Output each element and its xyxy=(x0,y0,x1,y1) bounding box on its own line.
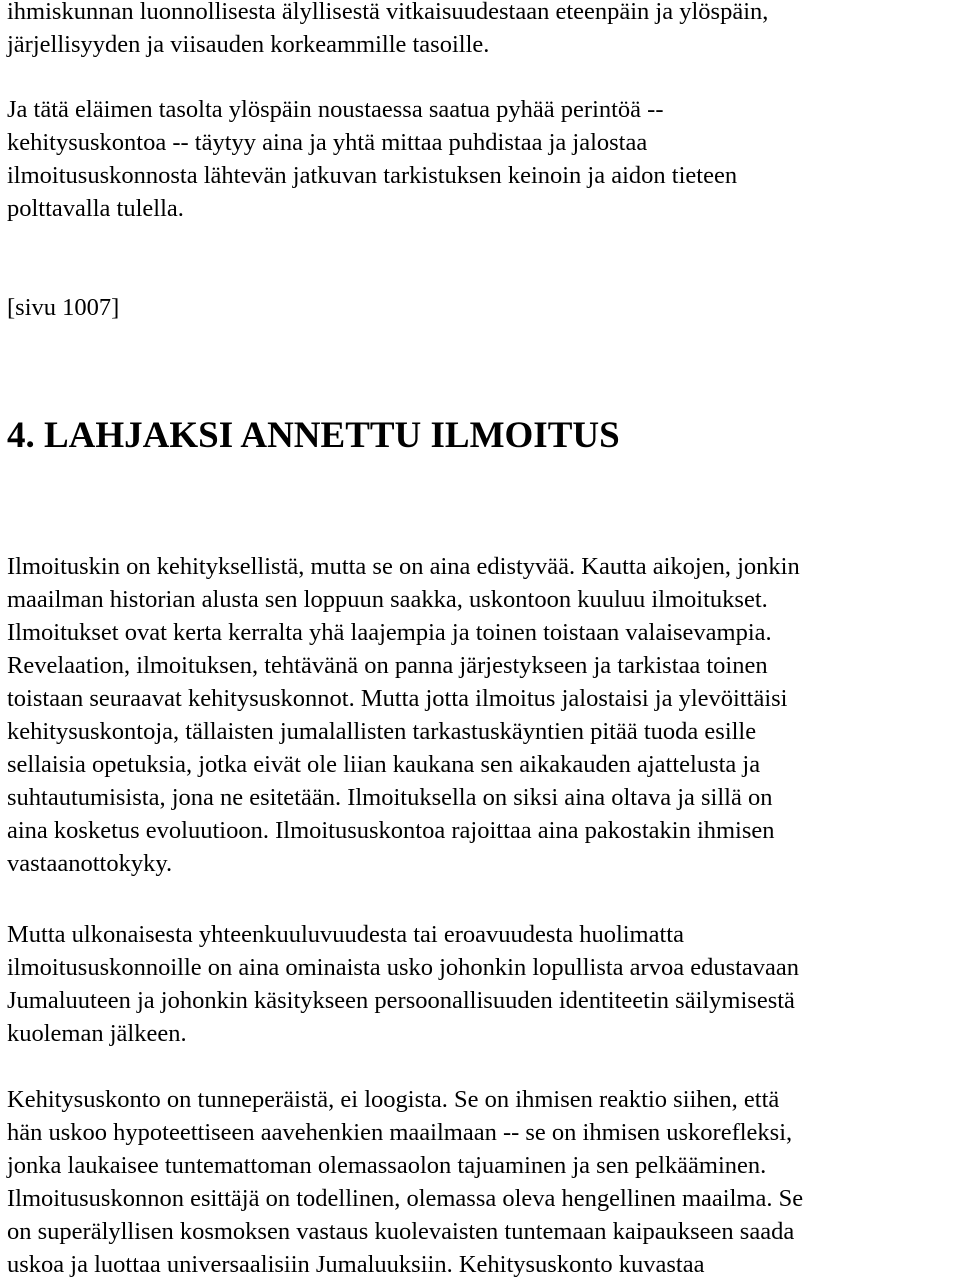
text-line: järjellisyyden ja viisauden korkeammille tasoille. xyxy=(7,31,490,58)
text-line: Revelaation, ilmoituksen, tehtävänä on panna järjestykseen ja tarkistaa toinen xyxy=(7,652,768,679)
text-line: maailman historian alusta sen loppuun saakka, uskontoon kuuluu ilmoitukset. xyxy=(7,586,768,613)
text-line: on superälyllisen kosmoksen vastaus kuolevaisten tuntemaan kaipaukseen saada xyxy=(7,1218,795,1245)
text-line: uskoa ja luottaa universaalisiin Jumaluuksiin. Kehitysuskonto kuvastaa xyxy=(7,1251,705,1278)
text-line: vastaanottokyky. xyxy=(7,850,173,877)
text-line: Ja tätä eläimen tasolta ylöspäin noustaessa saatua pyhää perintöä -- xyxy=(7,96,664,123)
text-line: kuoleman jälkeen. xyxy=(7,1020,187,1047)
text-line: toistaan seuraavat kehitysuskonnot. Mutta jotta ilmoitus jalostaisi ja ylevöittäisi xyxy=(7,685,788,712)
text-line: ilmoitususkonnoille on aina ominaista usko johonkin lopullista arvoa edustavaan xyxy=(7,954,800,981)
text-line: ilmoitususkonnosta lähtevän jatkuvan tarkistuksen keinoin ja aidon tieteen xyxy=(7,162,738,189)
page-reference: [sivu 1007] xyxy=(7,294,120,321)
section-heading: 4. LAHJAKSI ANNETTU ILMOITUS xyxy=(7,415,620,456)
paragraph-4 xyxy=(7,918,799,1050)
paragraph-2 xyxy=(7,93,737,225)
text-line: hän uskoo hypoteettiseen aavehenkien maailmaan -- se on ihmisen uskorefleksi, xyxy=(7,1119,793,1146)
text-line: aina kosketus evoluutioon. Ilmoitususkontoa rajoittaa aina pakostakin ihmisen xyxy=(7,817,775,844)
text-line: Ilmoituskin on kehityksellistä, mutta se on aina edistyvää. Kautta aikojen, jonkin xyxy=(7,553,800,580)
text-line: ihmiskunnan luonnollisesta älyllisestä vitkaisuudestaan eteenpäin ja ylöspäin, xyxy=(7,0,769,25)
paragraph-5 xyxy=(7,1083,803,1281)
text-line: Ilmoitukset ovat kerta kerralta yhä laajempia ja toinen toistaan valaisevampia. xyxy=(7,619,772,646)
text-line: suhtautumisista, jona ne esitetään. Ilmoituksella on siksi aina oltava ja sillä on xyxy=(7,784,773,811)
text-line: Mutta ulkonaisesta yhteenkuuluvuudesta tai eroavuudesta huolimatta xyxy=(7,921,684,948)
paragraph-3 xyxy=(7,550,800,880)
text-line: Jumaluuteen ja johonkin käsitykseen persoonallisuuden identiteetin säilymisestä xyxy=(7,987,795,1014)
text-line: kehitysuskontoja, tällaisten jumalallisten tarkastuskäyntien pitää tuoda esille xyxy=(7,718,757,745)
text-line: kehitysuskontoa -- täytyy aina ja yhtä mittaa puhdistaa ja jalostaa xyxy=(7,129,648,156)
paragraph-1 xyxy=(7,0,768,61)
text-line: polttavalla tulella. xyxy=(7,195,184,222)
text-line: sellaisia opetuksia, jotka eivät ole liian kaukana sen aikakauden ajattelusta ja xyxy=(7,751,761,778)
text-line: Kehitysuskonto on tunneperäistä, ei loogista. Se on ihmisen reaktio siihen, että xyxy=(7,1086,780,1113)
text-line: Ilmoitususkonnon esittäjä on todellinen, olemassa oleva hengellinen maailma. Se xyxy=(7,1185,804,1212)
text-line: jonka laukaisee tuntemattoman olemassaolon tajuaminen ja sen pelkääminen. xyxy=(7,1152,767,1179)
